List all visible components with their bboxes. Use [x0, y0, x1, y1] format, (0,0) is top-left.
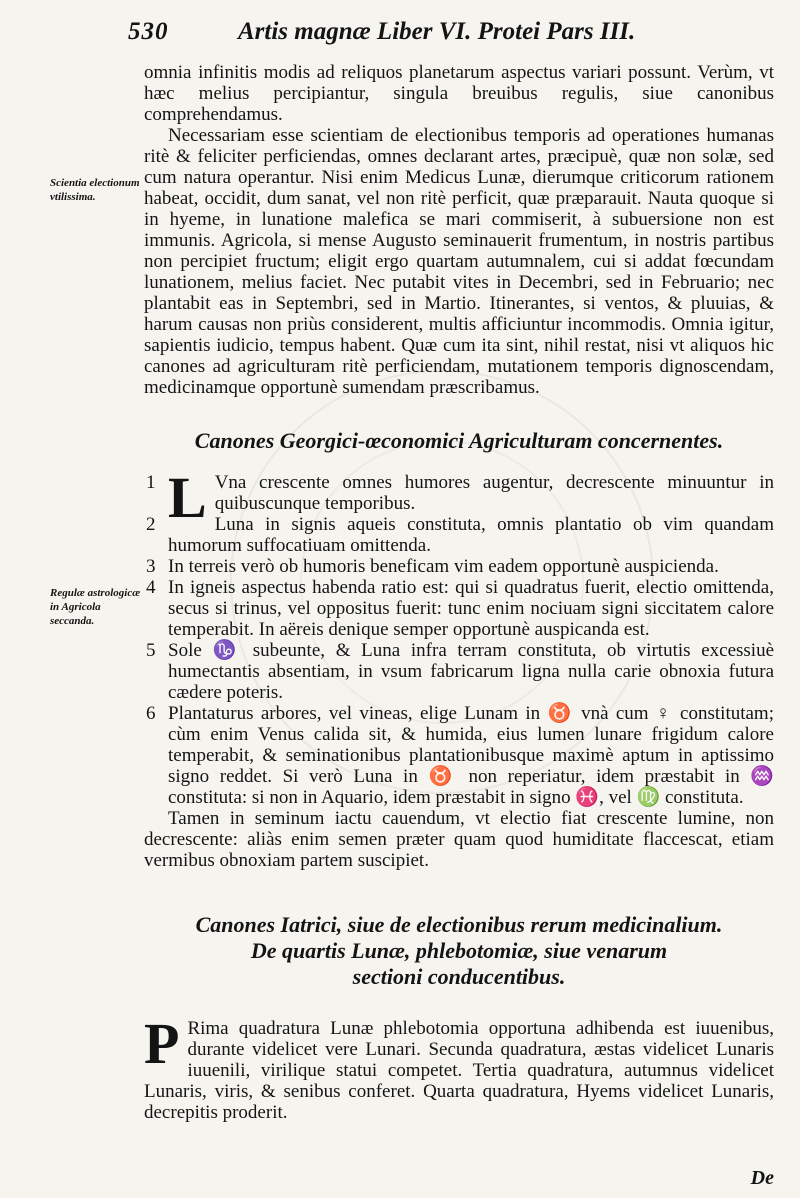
running-title: Artis magnæ Liber VI. Protei Pars III.	[238, 18, 636, 45]
canon-text: Luna in signis aqueis constituta, omnis plantatio ob vim quandam humorum suffocatiuam omittenda.	[168, 514, 774, 556]
canon-text: Sole ♑ subeunte, & Luna infra terram constituta, ob virtutis excessiuè humectantis absentiam, in vsum fabricarum ligna nulla carie obnoxia futura cædere poteris.	[168, 640, 774, 703]
canones-georgici	[144, 465, 774, 871]
drop-cap-P: P	[144, 1011, 180, 1076]
canon-text: In igneis aspectus habenda ratio est: qui si quadratus fuerit, electio omittenda, secus si trinus, vel oppositus fuerit: tunc enim nociuam signi siccitatem calore temperabit. In aëreis denique semper opportunè auspicanda est.	[168, 577, 774, 640]
canon-1	[144, 465, 774, 530]
canon-number: 4	[146, 577, 156, 598]
canon-number: 3	[146, 556, 156, 577]
canon-number: 1	[146, 472, 156, 493]
page-number: 530	[128, 18, 169, 45]
margin-note-2: Regulæ astrologicæ in Agricola seccanda.	[50, 587, 141, 627]
intro-paragraph-1: omnia infinitis modis ad reliquos planetarum aspectus variari possunt. Verùm, vt hæc melius percipiantur, singula breuibus regulis, siue canonibus comprehendamus.	[144, 62, 774, 125]
intro-paragraph-2: Necessariam esse scientiam de electionibus temporis ad operationes humanas ritè & feliciter perficiendas, omnes declarant artes, præcipuè, quæ non solæ, sed cum natura operantur. Nisi enim Medicus Lunæ, dierumque criticorum rationem habeat, occidit, dum sanat, vel non ritè perficit, quæ præparauit. Nauta quoque si in hyeme, in lunatione malefica se mari commiserit, à subuersione non est immunis. Agricola, si mense Augusto seminauerit frumentum, in nostris partibus non percipiet fructum; eligit ergo quartam autumnalem, cui si addat fœcundam lunationem, melius faciet. Nec putabit vites in Decembri, sed in Februario; nec plantabit eas in Septembri, sed in Martio. Itinerantes, si ventos, & pluuias, & harum causas non priùs considerent, multis afficiuntur incommodis. Omnia igitur, sapientis iudicio, tempus habent. Quæ cum ita sint, nihil restat, nisi vt aliquos hic canones ad agriculturam ritè perficiendam, mutationem temporis dignoscendam, medicinamque opportunè sumendam præscribamus.	[144, 125, 774, 398]
heading-line-3: sectioni conducentibus.	[352, 964, 566, 989]
canon-3	[144, 556, 774, 577]
intro-block	[144, 62, 774, 398]
canon-text: Plantaturus arbores, vel vineas, elige Lunam in ♉ vnà cum ♀ constitutam; cùm enim Venus calida sit, & humida, eius lumen lunare frigidum calore temperabit, & seminationibus plantationibusque maximè aptum in aptissimo signo reddet. Si verò Luna in ♉ non reperiatur, idem præstabit in ♒ constituta: si non in Aquario, idem præstabit in signo ♓, vel ♍ constituta.	[168, 703, 774, 808]
canon-5	[144, 640, 774, 703]
heading-line-2: De quartis Lunæ, phlebotomiæ, siue venarum	[250, 938, 668, 963]
iatrici-text: Rima quadratura Lunæ phlebotomia opportuna adhibenda est iuuenibus, durante videlicet vere Lunari. Secunda quadratura, æstas videlicet Lunaris iuuenili, virilique statui competet. Tertia quadratura, autumnus videlicet Lunaris, viris, & senibus conferet. Quarta quadratura, Hyems videlicet Lunaris, decrepitis proderit.	[144, 1018, 774, 1123]
canon-number: 6	[146, 703, 156, 724]
drop-cap-L: L	[168, 465, 207, 530]
canones-closing-paragraph: Tamen in seminum iactu cauendum, vt electio fiat crescente lumine, non decrescente: aliàs enim semen præter quam quod humiditate flaccescat, etiam vermibus obnoxiam partem suscipiet.	[144, 808, 774, 871]
heading-line-1: Canones Iatrici, siue de electionibus rerum medicinalium.	[195, 912, 723, 937]
margin-note-1: Scientia electionum vtilissima.	[50, 177, 140, 203]
page-header	[128, 18, 780, 52]
canon-number: 5	[146, 640, 156, 661]
iatrici-text-block	[144, 1011, 774, 1123]
canon-text: In terreis verò ob humoris beneficam vim eadem opportunè auspicienda.	[168, 556, 719, 577]
canon-6	[144, 703, 774, 808]
iatrici-paragraph	[144, 1011, 774, 1123]
section-heading-iatrici	[144, 912, 774, 990]
section-heading-georgici: Canones Georgici-œconomici Agriculturam concernentes.	[194, 428, 724, 453]
canon-2	[144, 514, 774, 556]
canon-4	[144, 577, 774, 640]
canon-text: Vna crescente omnes humores augentur, decrescente minuuntur in quibuscunque temporibus.	[214, 472, 774, 514]
catchword: De	[750, 1167, 774, 1189]
canon-number: 2	[146, 514, 156, 535]
